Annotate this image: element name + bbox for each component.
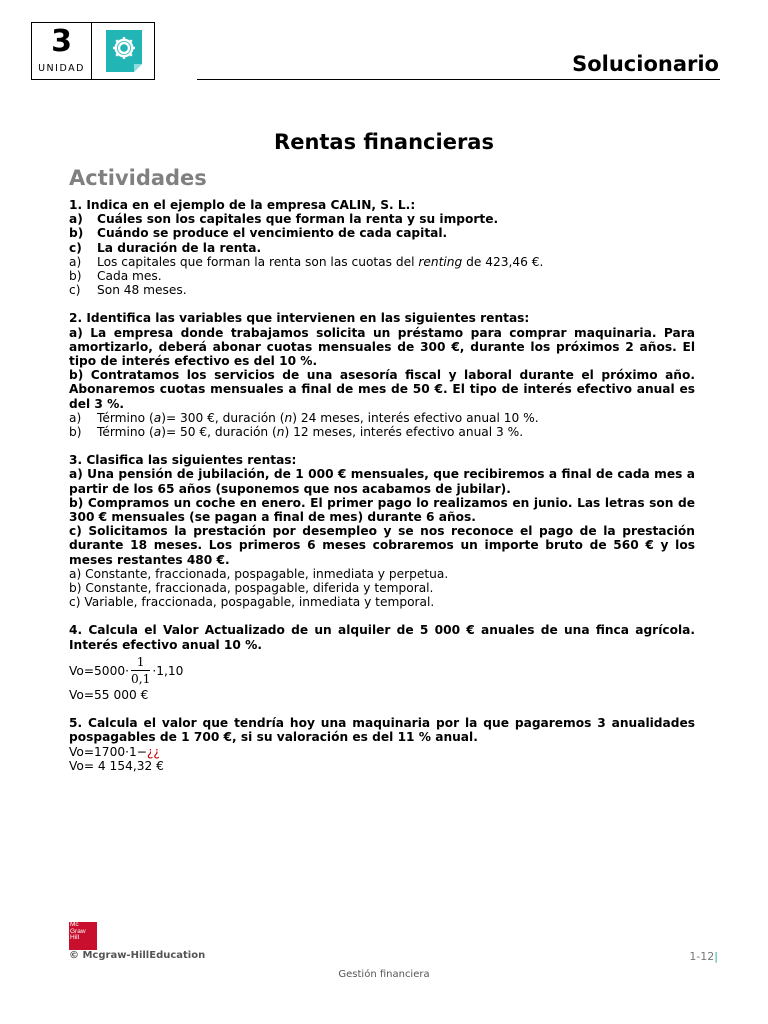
question-1-part-c: c) La duración de la renta. (69, 240, 262, 255)
question-1-part-a: a) Cuáles son los capitales que forman la renta y su importe. (69, 212, 499, 227)
result-4: Vo=55 000 € (69, 687, 149, 702)
publisher-logo: Mc Graw Hill (69, 922, 97, 950)
answer-3-b: b) Constante, fraccionada, pospagable, diferida y temporal. (69, 581, 434, 596)
section-title: Actividades (69, 166, 207, 190)
answer-1-b: b) Cada mes. (69, 269, 162, 284)
question-2-part-b: b) Contratamos los servicios de una asesoría fiscal y laboral durante el próximo año. Abonaremos cuotas mensuales a final de mes de 50 €. El tipo de interés efectivo anual es del 3 %. (69, 368, 695, 411)
question-3-part-b: b) Compramos un coche en enero. El primer pago lo realizamos en junio. Las letras son de 300 € mensuales (se pagan a final de mes) durante 6 años. (69, 495, 695, 525)
document-title: Rentas financieras (274, 130, 494, 154)
page-number: 1-12| (689, 950, 718, 963)
unit-number: 3 (51, 24, 72, 59)
answer-2-b: b) Término (a)= 50 €, duración (n) 12 meses, interés efectivo anual 3 %. (69, 425, 524, 440)
unit-icon-box (92, 22, 155, 80)
answer-3-c: c) Variable, fraccionada, pospagable, inmediata y temporal. (69, 595, 435, 610)
footer-subject: Gestión financiera (338, 969, 430, 980)
header-rule (197, 79, 720, 80)
result-5: Vo= 4 154,32 € (69, 758, 164, 773)
answer-1-c: c) Son 48 meses. (69, 283, 187, 298)
header-title: Solucionario (572, 52, 719, 76)
question-3-part-c: c) Solicitamos la prestación por desempleo y se nos reconoce el pago de la prestación durante 18 meses. Los primeros 6 meses cobraremos un importe bruto de 560 € y los meses restantes 480 €. (69, 524, 695, 567)
document-body (69, 198, 695, 773)
question-1-part-b: b) Cuándo se produce el vencimiento de cada capital. (69, 226, 448, 241)
equation-5: Vo=1700·1−¿¿ (69, 744, 160, 759)
answer-3-a: a) Constante, fraccionada, pospagable, inmediata y perpetua. (69, 566, 449, 581)
answer-2-a: a) Término (a)= 300 €, duración (n) 24 meses, interés efectivo anual 10 %. (69, 410, 539, 425)
question-4: 4. Calcula el Valor Actualizado de un alquiler de 5 000 € anuales de una finca agrícola. Interés efectivo anual 10 %. (69, 623, 695, 652)
question-2-part-a: a) La empresa donde trabajamos solicita un préstamo para comprar maquinaria. Para amortizarlo, deberá abonar cuotas mensuales de 300 €, durante los próximos 2 años. El tipo de interés efectivo es del 10 %. (69, 325, 695, 369)
equation-4: Vo=5000· $\frac{1}{0,1}$ ·1,10 (69, 655, 184, 687)
unit-label: UNIDAD (38, 63, 85, 74)
question-3-part-a: a) Una pensión de jubilación, de 1 000 € mensuales, que recibiremos a final de cada mes a partir de los 65 años (suponemos que nos acabamos de jubilar). (69, 467, 695, 496)
question-3: 3. Clasifica las siguientes rentas: (69, 453, 297, 468)
unit-badge (31, 22, 92, 80)
answer-1-a: a) Los capitales que forman la renta son las cuotas del renting de 423,46 €. (69, 254, 544, 269)
question-2: 2. Identifica las variables que intervienen en las siguientes rentas: (69, 311, 530, 326)
question-5: 5. Calcula el valor que tendría hoy una maquinaria por la que pagaremos 3 anualidades pospagables de 1 700 €, si su valoración es del 11 % anual. (69, 716, 695, 745)
fraction: $\frac{1}{0,1}$ (130, 655, 151, 687)
question-1: 1. Indica en el ejemplo de la empresa CALIN, S. L.: (69, 198, 416, 212)
copyright-text: © Mcgraw-HillEducation (69, 950, 206, 961)
gear-document-icon (106, 30, 142, 72)
